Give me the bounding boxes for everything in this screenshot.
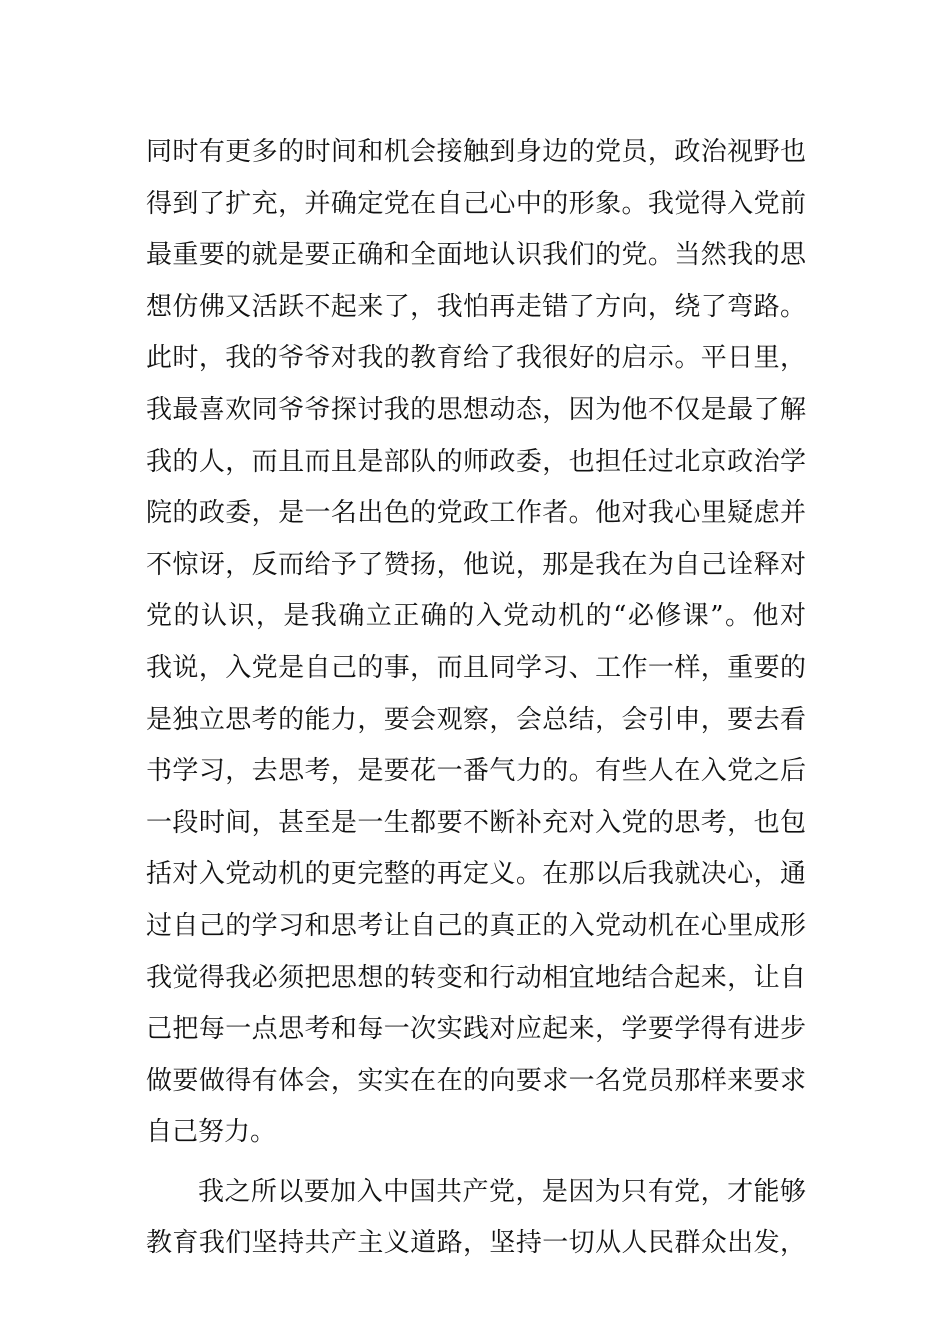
- text-line: 最重要的就是要正确和全面地认识我们的党。当然我的思: [146, 240, 806, 271]
- text-line: 书学习，去思考，是要花一番气力的。有些人在入党之后: [146, 756, 806, 787]
- text-line: 不惊讶，反而给予了赞扬，他说，那是我在为自己诠释对: [146, 549, 806, 580]
- text-line: 同时有更多的时间和机会接触到身边的党员，政治视野也: [146, 137, 806, 167]
- text-line: 一段时间，甚至是一生都要不断补充对入党的思考，也包: [146, 807, 806, 838]
- text-line: 此时，我的爷爷对我的教育给了我很好的启示。平日里，: [146, 343, 806, 374]
- text-line: 己把每一点思考和每一次实践对应起来，学要学得有进步: [146, 1014, 806, 1045]
- text-line: 想仿佛又活跃不起来了，我怕再走错了方向，绕了弯路。: [146, 291, 806, 322]
- text-line: 我最喜欢同爷爷探讨我的思想动态，因为他不仅是最了解: [146, 394, 806, 425]
- text-line: 括对入党动机的更完整的再定义。在那以后我就决心，通: [146, 859, 806, 890]
- text-line: 我说，入党是自己的事，而且同学习、工作一样，重要的: [146, 652, 806, 683]
- text-line: 是独立思考的能力，要会观察，会总结，会引申，要去看: [146, 704, 806, 735]
- paragraph-gap: [146, 1159, 806, 1167]
- document-body: [146, 127, 806, 1270]
- text-line: 教育我们坚持共产主义道路，坚持一切从人民群众出发，: [146, 1228, 806, 1259]
- text-line: 做要做得有体会，实实在在的向要求一名党员那样来要求: [146, 1065, 806, 1096]
- text-line: 院的政委，是一名出色的党政工作者。他对我心里疑虑并: [146, 498, 806, 529]
- text-line: 自己努力。: [146, 1117, 277, 1148]
- text-line: 我的人，而且而且是部队的师政委，也担任过北京政治学: [146, 446, 806, 477]
- text-line: 过自己的学习和思考让自己的真正的入党动机在心里成形: [146, 910, 806, 941]
- text-line: 我之所以要加入中国共产党，是因为只有党，才能够: [198, 1176, 806, 1207]
- text-line: 党的认识，是我确立正确的入党动机的“必修课”。他对: [146, 601, 806, 632]
- paragraph: [146, 127, 806, 1159]
- paragraph: [146, 1167, 806, 1270]
- text-line: 我觉得我必须把思想的转变和行动相宜地结合起来，让自: [146, 962, 806, 993]
- text-line: 得到了扩充，并确定党在自己心中的形象。我觉得入党前: [146, 188, 806, 219]
